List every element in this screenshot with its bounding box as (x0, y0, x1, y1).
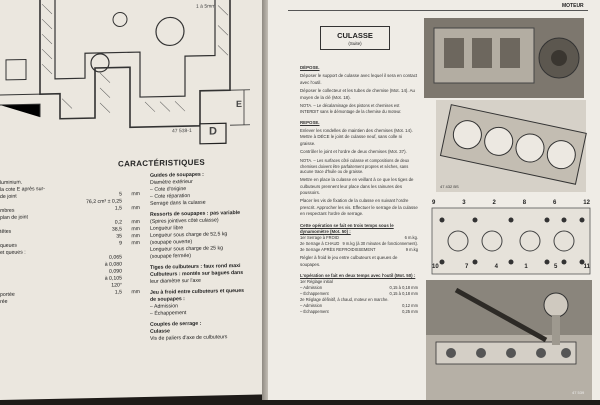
spec-label: Ressorts de soupapes : pas variable (150, 210, 240, 219)
spec-value: 1,5 (80, 290, 122, 298)
spec-value (210, 309, 252, 317)
procedure-step-value: 0,15 à 0,18 mm (390, 291, 418, 297)
bolt-order-number: 2 (493, 200, 496, 206)
spec-value (210, 252, 252, 260)
procedure-heading: DÉPOSE. (300, 65, 418, 71)
bolt-order-number: 1 (524, 264, 527, 270)
procedure-paragraph: Placer les vis de fixation de la culasse en suivant l'ordre prescrit. Approcher les vis. Effectuer le serrage de la culasse en respectant l'ordre de serrage. (300, 198, 418, 217)
dimension-e-label: E (236, 99, 242, 109)
procedure-step (300, 309, 418, 315)
spec-label: Tiges de culbuteurs : faux rond maxi (150, 263, 240, 272)
spec-label: (Spires jointives côté culasse) (150, 218, 219, 226)
spec-unit: mm (122, 205, 140, 212)
procedure-heading: REPOSE. (300, 120, 418, 126)
dimension-d-label: D (209, 125, 217, 137)
spec-label: – Cote réparation (150, 193, 210, 201)
spec-label: – Cote d'origine (150, 186, 210, 194)
spec-label: Guides de soupapes : (150, 172, 210, 180)
procedure-step-value: 0,12 mm (402, 303, 418, 309)
spec-label: mbres (0, 206, 80, 215)
bolt-order-number: 8 (523, 200, 526, 206)
spec-value: 38,5 (80, 227, 122, 235)
spec-value: 0,2 (80, 220, 122, 228)
characteristics-title: CARACTÉRISTIQUES (118, 158, 205, 169)
spec-unit: mm (122, 289, 140, 296)
bolt-order-number: 12 (583, 200, 590, 206)
tightening-order-bottom-row (432, 264, 590, 270)
spec-label: (soupape ouverte) (150, 239, 210, 247)
procedure-step-value: 0,25 mm (402, 309, 418, 315)
spec-value (210, 277, 252, 285)
procedure-note: NOTA. – Le décalaminage des pistons et chemises est INTERDIT sans le démontage de la chemise du moteur. (300, 103, 418, 115)
procedure-paragraph: Enlever les rondelles de maintien des chemises (Mot. 14). Mettre à DÉCE le joint de culasse neuf, sans colle ni graisse. (300, 128, 418, 147)
spec-label: Culbuteurs : montés sur bagues dans (150, 270, 243, 279)
engine-photo-top (424, 18, 584, 98)
procedure-step-label: 3e Serrage APRÈS REFROIDISSEMENT (300, 247, 376, 253)
spec-value: à 0,080 (80, 262, 122, 270)
specs-left-column (0, 177, 140, 306)
spec-label: Serrage dans la culasse (150, 200, 210, 208)
procedure-paragraph: Mettre en place la culasse en veillant à ce que les tiges de culbuteurs prennent leur place dans les rainures des poussoirs. (300, 177, 418, 196)
procedure-paragraph: Déposer le support de culasse avec lequel il sera en contact avec l'outil. (300, 73, 418, 86)
spec-label: de joint (0, 192, 80, 201)
spec-label: queues (0, 241, 80, 250)
procedure-step-label: – Échappement (300, 291, 329, 297)
head-gasket-illustration (436, 100, 586, 192)
head-gasket-photo (436, 100, 586, 192)
section-subtitle: (Suite) (321, 41, 389, 46)
rocker-adjustment-photo (426, 280, 592, 400)
spec-value: 76,2 cm³ ± 0,25 (80, 198, 122, 206)
spec-value: à 0,105 (80, 276, 122, 284)
specs-right-column (150, 170, 270, 343)
procedure-step-label: – Admission (300, 303, 322, 309)
procedure-step-label: 2e Réglage définitif, à chaud, moteur en marche. (300, 297, 389, 303)
procedure-step-label: 1er Serrage à FROID (300, 235, 339, 241)
spec-label: et queues : (0, 248, 80, 257)
procedure-step-value: 6 m.kg. (405, 235, 418, 241)
spec-label: portée (0, 291, 80, 300)
spec-label: la cote E après sur- (0, 185, 80, 194)
bolt-order-number: 10 (432, 264, 439, 270)
procedure-heading: L'opération se fait en deux temps avec l'outil (Mot. 50) : (300, 273, 418, 279)
procedure-note: NOTA. – Les surfaces côté culasse et compositions de deux chemises doivent être parfaitement propres et sèches, sans aucune trace d'huile ou de graisse. (300, 158, 418, 176)
procedure-step-label: 2e Serrage à CHAUD (300, 241, 339, 247)
spec-value (80, 297, 122, 305)
header-rule (288, 10, 588, 11)
spec-value: 1,5 (80, 206, 122, 214)
bolt-order-number: 9 (432, 200, 435, 206)
spec-value (210, 199, 252, 207)
drawing-scale-note: 1 à 5mm (196, 3, 215, 9)
photo-bottom-figure-number: 47 539 (572, 390, 584, 395)
spec-label: – Échappement (150, 310, 210, 318)
spec-label: – Admission (150, 303, 210, 311)
spec-label: de soupapes : (150, 296, 210, 304)
procedure-step-label: – Admission (300, 285, 322, 291)
spec-label: Couples de serrage : (150, 321, 210, 329)
cylinder-head-section-drawing (0, 0, 278, 150)
bolt-order-number: 7 (465, 264, 468, 270)
rocker-adjustment-illustration (426, 280, 592, 400)
bolt-order-number: 11 (584, 264, 590, 270)
spec-label: (soupape fermée) (150, 253, 210, 261)
spec-label: Longueur sous charge de 25 kg (150, 245, 223, 254)
spec-unit: mm (122, 219, 140, 226)
spec-label: leur diamètre sur l'axe (150, 278, 210, 286)
procedure-paragraph: Régler à froid le jeu entre culbuteurs et queues de soupapes. (300, 255, 418, 268)
spec-value: 9 (80, 241, 122, 249)
section-title-box (320, 26, 390, 50)
spec-label: plan de joint (0, 213, 80, 222)
bolt-order-number: 5 (554, 264, 557, 270)
spec-unit: mm (122, 233, 140, 240)
procedure-step-value: 9 m.kg (406, 247, 418, 253)
procedure-step (300, 247, 418, 253)
spec-value: 35 (80, 234, 122, 242)
bolt-order-number: 4 (495, 264, 498, 270)
spec-unit: mm (122, 226, 140, 233)
spec-row (150, 334, 270, 344)
spec-row (0, 296, 140, 306)
procedure-step-label: 1er Réglage initial (300, 279, 333, 285)
spec-label: Longueur libre (150, 225, 210, 233)
spec-value (227, 334, 256, 342)
spec-unit: mm (122, 240, 140, 247)
spec-value: 0,090 (80, 269, 122, 277)
photo-gasket-figure-number: 47 432 BS (440, 184, 459, 189)
procedure-text-column (300, 60, 418, 315)
procedure-paragraph: Déposer le collecteur et les tubes de chemise (Mot. 14). Au moyen de la clé (Mot. 18). (300, 88, 418, 101)
bolt-order-number: 6 (553, 200, 556, 206)
spec-label: Vis de paliers d'axe de culbuteurs (150, 335, 227, 344)
procedure-heading: Cette opération se fait en trois temps sous le dynamomètre (Mot. 50) : (300, 223, 418, 236)
spec-label: rée (0, 298, 80, 307)
tightening-order-top-row (432, 200, 590, 206)
procedure-paragraph: Contrôler le joint et l'ordre de deux chemises (Mot. 37). (300, 149, 418, 155)
drawing-figure-number: 47 538-1 (172, 128, 192, 134)
page-header-label: MOTEUR (562, 3, 584, 9)
section-title: CULASSE (321, 31, 389, 40)
spec-value: 120° (80, 283, 122, 291)
spec-value: 0,065 (80, 255, 122, 263)
engine-block-illustration (424, 18, 584, 98)
spec-label: Longueur sous charge de 52,5 kg (150, 231, 227, 240)
spec-unit: mm (122, 191, 140, 198)
spec-label: Culasse (150, 328, 210, 336)
spec-value: 5 (80, 191, 122, 199)
bolt-order-number: 3 (462, 200, 465, 206)
spec-label: têtes (0, 227, 80, 236)
spec-label: Jeu à froid entre culbuteurs et queues (150, 288, 244, 297)
procedure-step-value: 9 m.kg (à 30 minutes de fonctionnement). (342, 241, 418, 247)
left-page (0, 0, 278, 400)
procedure-step-label: – Échappement (300, 309, 329, 315)
spec-unit (122, 296, 140, 303)
spec-label: luminium. (0, 178, 80, 187)
procedure-step-value: 0,15 à 0,18 mm (390, 285, 418, 291)
spec-label: Diamètre extérieur (150, 179, 210, 187)
